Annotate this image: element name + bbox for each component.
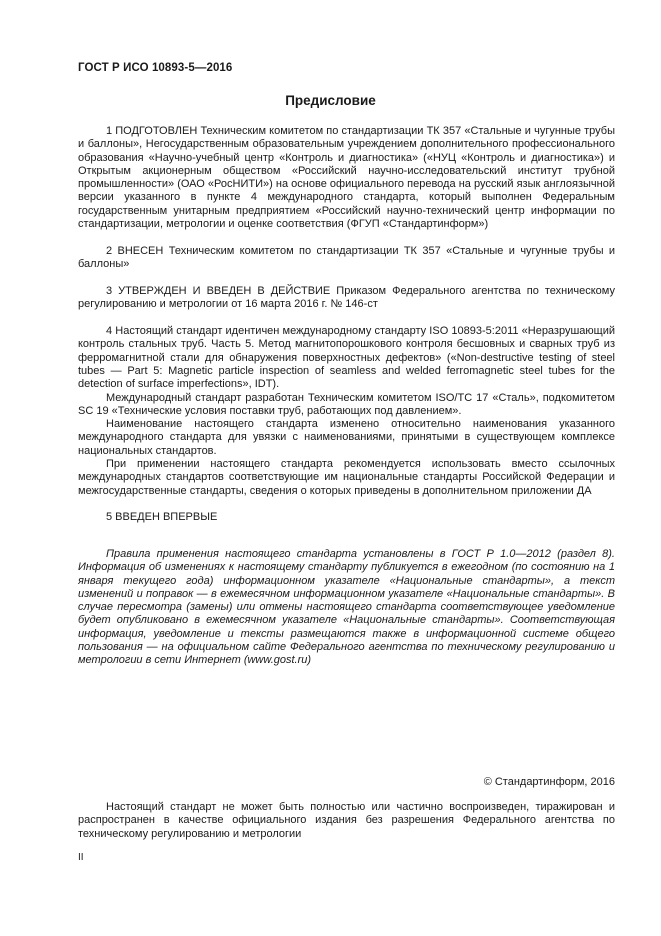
reproduction-notice: Настоящий стандарт не может быть полностью или частично воспроизведен, тиражирован и распространен в качестве официального издания без разрешения Федерального агентства по техническому регулированию и метрологии [78, 801, 615, 840]
paragraph-5: 5 ВВЕДЕН ВПЕРВЫЕ [106, 511, 218, 524]
paragraph-2: 2 ВНЕСЕН Техническим комитетом по стандартизации ТК 357 «Стальные и чугунные трубы и баллоны» [78, 244, 615, 271]
foreword-body [78, 125, 615, 525]
document-header-id: ГОСТ Р ИСО 10893-5—2016 [78, 62, 233, 74]
paragraph-4-references: При применении настоящего стандарта рекомендуется использовать вместо ссылочных международных стандартов соответствующие им национальные стандарты Российской Федерации и межгосударственные стандарты, сведения о которых приведены в дополнительном приложении ДА [78, 458, 615, 497]
copyright-line: © Стандартинформ, 2016 [483, 776, 615, 788]
paragraph-4: 4 Настоящий стандарт идентичен международному стандарту ISO 10893-5:2011 «Неразрушающий контроль стальных труб. Часть 5. Метод магнитопорошкового контроля бесшовных и сварных труб из ферромагнитной стали для обнаружения поверхностных дефектов» («Non-destructive testing of steel tubes — Part 5: Magnetic particle inspection of seamless and welded ferromagnetic steel tubes for the detection of surface imperfections», IDT). [78, 325, 615, 391]
paragraph-1: 1 ПОДГОТОВЛЕН Техническим комитетом по стандартизации ТК 357 «Стальные и чугунные трубы и баллоны», Негосударственным образовательным учреждением дополнительного профессионального образования «Научно-учебный центр «Контроль и диагностика» («НУЦ «Контроль и диагностика») и Открытым акционерным обществом «Российский научно-исследовательский институт трубной промышленности» (ОАО «РосНИТИ») на основе официального перевода на русский язык англоязычной версии указанного в пункте 4 международного стандарта, который выполнен Федеральным государственным унитарным предприятием «Российский научно-технический центр информации по стандартизации, метрологии и оценке соответствия (ФГУП «Стандартинформ») [78, 125, 615, 231]
rules-note: Правила применения настоящего стандарта установлены в ГОСТ Р 1.0—2012 (раздел 8). Информация об изменениях к настоящему стандарту публикуется в ежегодном (по состоянию на 1 января текущего года) информационном указателе «Национальные стандарты», а текст изменений и поправок — в ежемесячном информационном указателе «Национальные стандарты». В случае пересмотра (замены) или отмены настоящего стандарта соответствующее уведомление будет опубликовано в ежемесячном указателе «Национальные стандарты». Соответствующая информация, уведомление и тексты размещаются также в информационной системе общего пользования — на официальном сайте Федерального агентства по техническому регулированию и метрологии в сети Интернет (www.gost.ru) [78, 548, 615, 667]
page-number: II [78, 852, 84, 863]
page-title: Предисловие [285, 93, 376, 108]
paragraph-4-name-change: Наименование настоящего стандарта изменено относительно наименования указанного международного стандарта для увязки с наименованиями, принятыми в существующем комплексе национальных стандартов. [78, 418, 615, 457]
paragraph-4-committee: Международный стандарт разработан Техническим комитетом ISO/TC 17 «Сталь», подкомитетом SC 19 «Технические условия поставки труб, работающих под давлением». [78, 391, 615, 417]
paragraph-3: 3 УТВЕРЖДЕН И ВВЕДЕН В ДЕЙСТВИЕ Приказом Федерального агентства по техническому регулированию и метрологии от 16 марта 2016 г. № 146-ст [78, 284, 615, 311]
